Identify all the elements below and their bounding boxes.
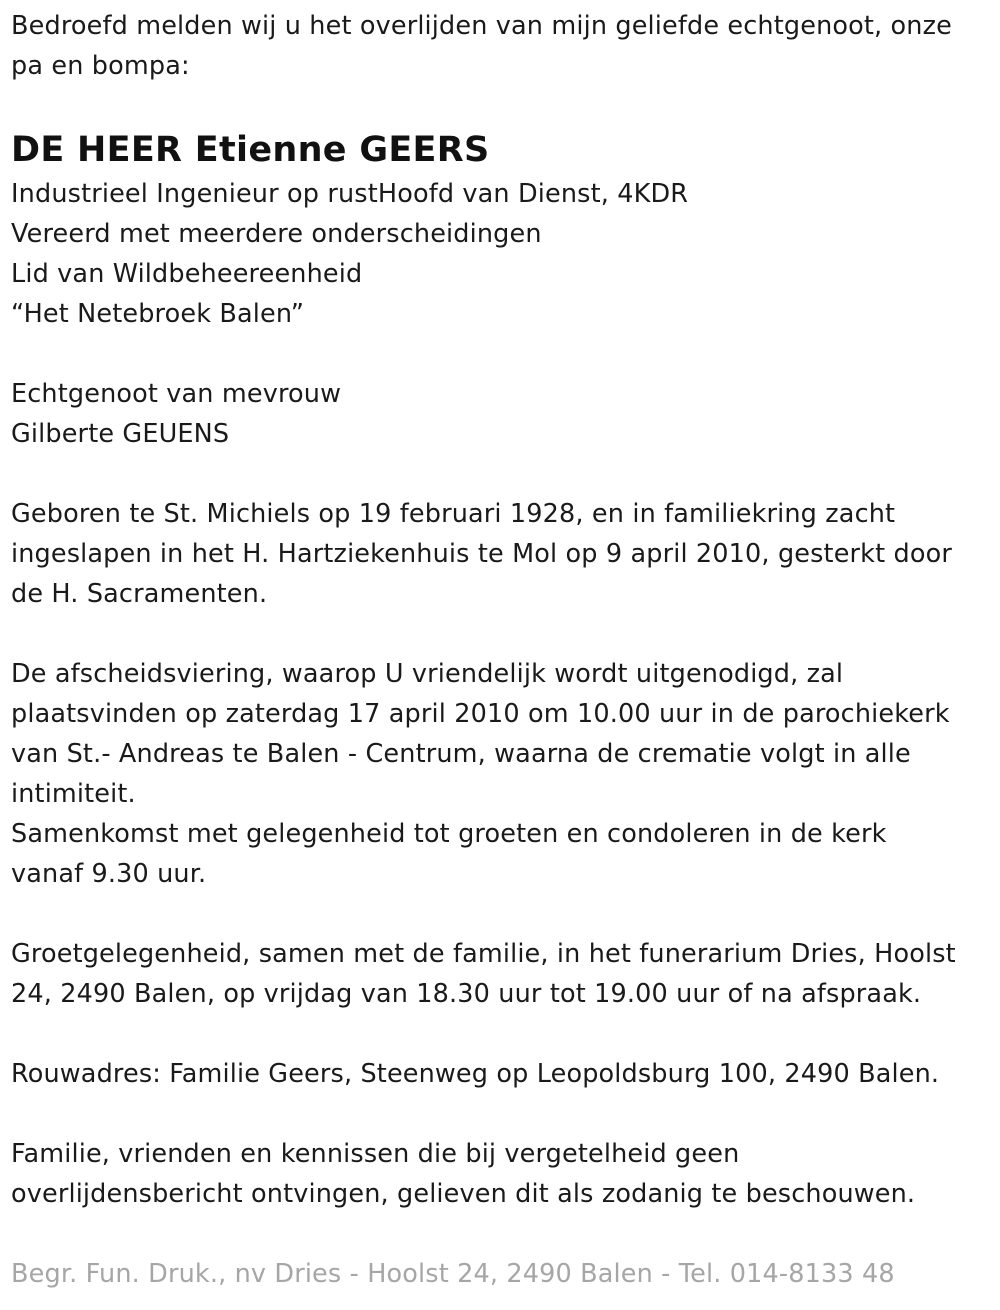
obituary-document — [11, 6, 996, 1214]
spacer — [11, 894, 996, 934]
gathering-text: Samenkomst met gelegenheid tot groeten en condoleren in de kerk vanaf 9.30 uur. — [11, 819, 887, 889]
ceremony-text: De afscheidsviering, waarop U vriendelijk wordt uitgenodigd, zal plaatsvinden op zaterdag 17 april 2010 om 10.00 uur in de parochiekerk van St.- Andreas te Balen - Centrum, waarna de crematie volgt in alle intimiteit. — [11, 659, 950, 809]
deceased-titles: Industrieel Ingenieur op rustHoofd van Dienst, 4KDR Vereerd met meerdere onderscheidingen Lid van Wildbeheereenheid “Het Netebroek Balen” — [11, 179, 689, 329]
birth-death-text: Geboren te St. Michiels op 19 februari 1928, en in familiekring zacht ingeslapen in het H. Hartziekenhuis te Mol op 9 april 2010, gesterkt door de H. Sacramenten. — [11, 499, 952, 609]
spacer — [11, 1094, 996, 1134]
notice-text: Familie, vrienden en kennissen die bij vergetelheid geen overlijdensbericht ontvingen, gelieven dit als zodanig te beschouwen. — [11, 1139, 916, 1209]
spacer — [11, 614, 996, 654]
spacer — [11, 454, 996, 494]
visitation-text: Groetgelegenheid, samen met de familie, in het funerarium Dries, Hoolst 24, 2490 Balen, op vrijdag van 18.30 uur tot 19.00 uur of na afspraak. — [11, 939, 956, 1009]
spacer — [11, 334, 996, 374]
printer-footer: Begr. Fun. Druk., nv Dries - Hoolst 24, 2490 Balen - Tel. 014-8133 48 — [11, 1259, 895, 1289]
spacer — [11, 1014, 996, 1054]
spouse-text: Echtgenoot van mevrouw Gilberte GEUENS — [11, 379, 342, 449]
intro-text: Bedroefd melden wij u het overlijden van mijn geliefde echtgenoot, onze pa en bompa: — [11, 11, 952, 81]
deceased-name: DE HEER Etienne GEERS — [11, 130, 490, 170]
mourning-address: Rouwadres: Familie Geers, Steenweg op Leopoldsburg 100, 2490 Balen. — [11, 1059, 940, 1089]
